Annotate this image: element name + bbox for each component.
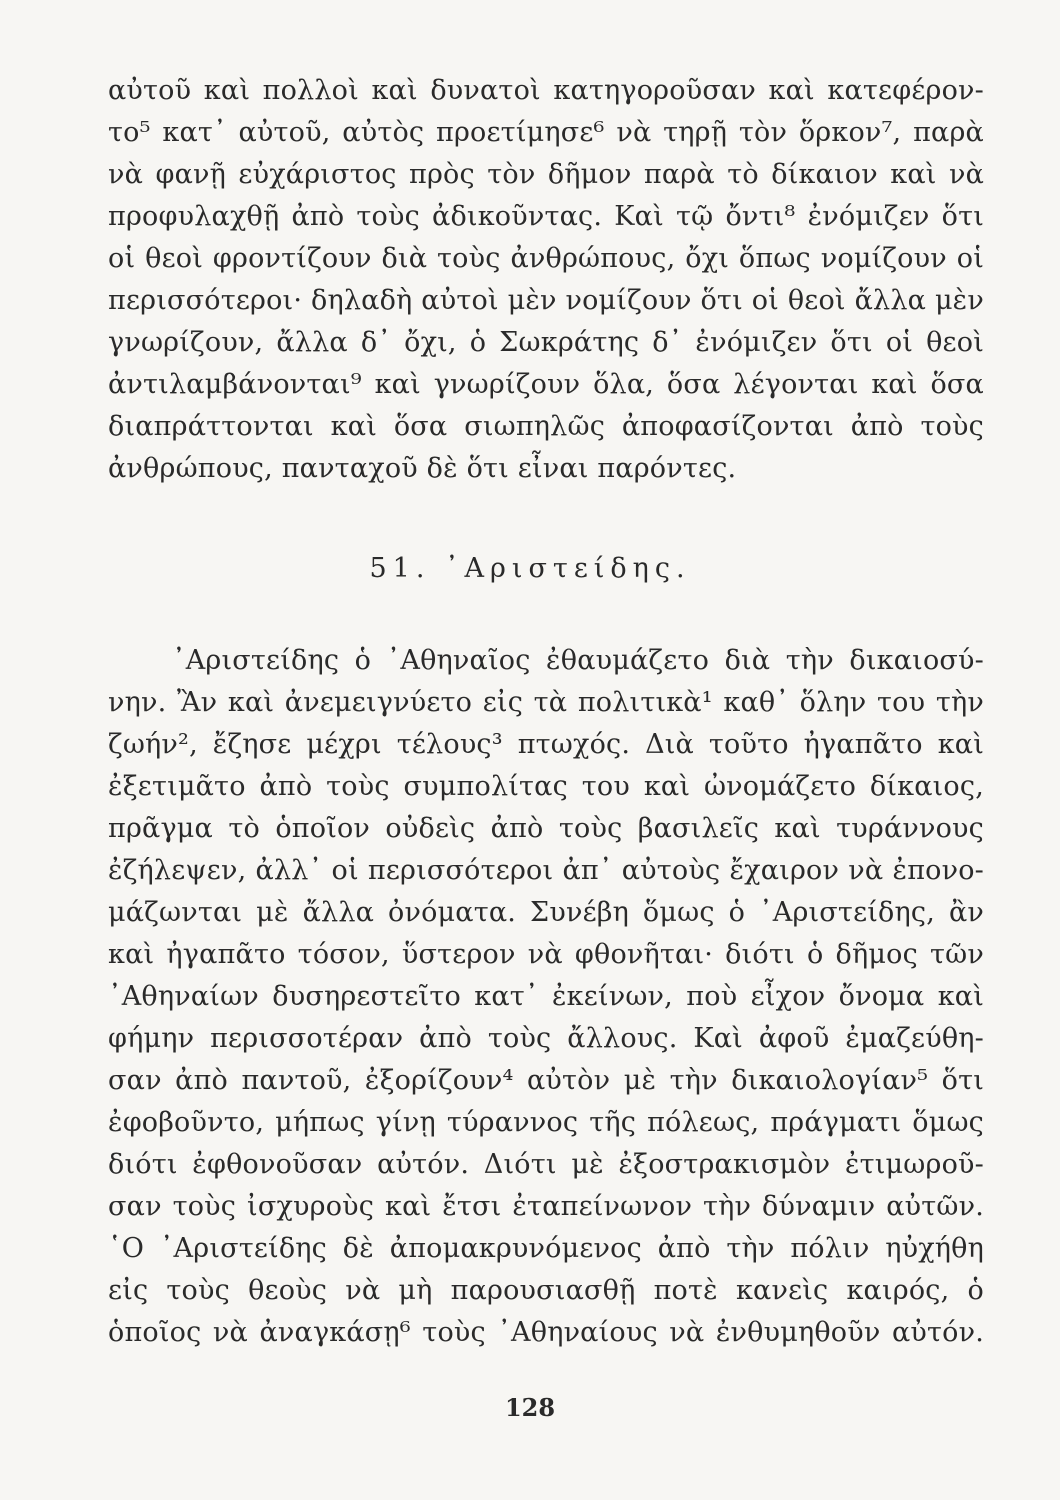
text-line: ᾿Αθηναίων δυσηρεστεῖτο κατ᾽ ἐκείνων, ποὺ εἶχον ὄνομα καὶ xyxy=(108,981,984,1012)
text-line: ῾Ο ᾿Αριστείδης δὲ ἀπομακρυνόμενος ἀπὸ τὴν πόλιν ηὐχήθη xyxy=(108,1233,984,1264)
text-line: αὐτοῦ καὶ πολλοὶ καὶ δυνατοὶ κατηγοροῦσαν καὶ κατεφέρον- xyxy=(108,75,984,106)
text-line: ὁποῖος νὰ ἀναγκάσῃ⁶ τοὺς ᾿Αθηναίους νὰ ἐνθυμηθοῦν αὐτόν. xyxy=(108,1317,984,1348)
text-line: μάζωνται μὲ ἄλλα ὀνόματα. Συνέβη ὅμως ὁ ᾿Αριστείδης, ἂν xyxy=(108,897,984,928)
text-line: ἐφοβοῦντο, μήπως γίνῃ τύραννος τῆς πόλεως, πράγματι ὅμως xyxy=(108,1107,984,1138)
text-line: καὶ ἠγαπᾶτο τόσον, ὕστερον νὰ φθονῆται· διότι ὁ δῆμος τῶν xyxy=(108,939,984,970)
section-heading: 51. ᾿Αριστείδης. xyxy=(369,553,691,584)
text-line: σαν ἀπὸ παντοῦ, ἐξορίζουν⁴ αὐτὸν μὲ τὴν δικαιολογίαν⁵ ὅτι xyxy=(108,1065,984,1096)
text-line: ζωήν², ἔζησε μέχρι τέλους³ πτωχός. Διὰ τοῦτο ἠγαπᾶτο καὶ xyxy=(108,729,984,760)
text-line: ἐξετιμᾶτο ἀπὸ τοὺς συμπολίτας του καὶ ὠνομάζετο δίκαιος, xyxy=(108,771,984,802)
text-line: εἰς τοὺς θεοὺς νὰ μὴ παρουσιασθῇ ποτὲ κανεὶς καιρός, ὁ xyxy=(108,1275,984,1306)
page-number: 128 xyxy=(504,1393,556,1422)
text-line: ἐζήλεψεν, ἀλλ᾽ οἱ περισσότεροι ἀπ᾽ αὐτοὺς ἔχαιρον νὰ ἐπονο- xyxy=(108,855,984,886)
continued-paragraph xyxy=(108,70,984,490)
text-line: ἀνθρώπους, πανταχοῦ δὲ ὅτι εἶναι παρόντες. xyxy=(108,453,737,484)
main-paragraph xyxy=(108,640,984,1354)
text-line: σαν τοὺς ἰσχυροὺς καὶ ἔτσι ἐταπείνωνον τὴν δύναμιν αὐτῶν. xyxy=(108,1191,984,1222)
text-line: προφυλαχθῇ ἀπὸ τοὺς ἀδικοῦντας. Καὶ τῷ ὄντι⁸ ἐνόμιζεν ὅτι xyxy=(108,201,984,232)
text-line: διαπράττονται καὶ ὅσα σιωπηλῶς ἀποφασίζονται ἀπὸ τοὺς xyxy=(108,411,984,442)
text-line: το⁵ κατ᾽ αὐτοῦ, αὐτὸς προετίμησε⁶ νὰ τηρῇ τὸν ὅρκον⁷, παρὰ xyxy=(108,117,984,148)
text-line: οἱ θεοὶ φροντίζουν διὰ τοὺς ἀνθρώπους, ὄχι ὅπως νομίζουν οἱ xyxy=(108,243,984,274)
text-line: φήμην περισσοτέραν ἀπὸ τοὺς ἄλλους. Καὶ ἀφοῦ ἐμαζεύθη- xyxy=(108,1023,984,1054)
text-line: γνωρίζουν, ἄλλα δ᾽ ὄχι, ὁ Σωκράτης δ᾽ ἐνόμιζεν ὅτι οἱ θεοὶ xyxy=(108,327,984,358)
text-line: διότι ἐφθονοῦσαν αὐτόν. Διότι μὲ ἐξοστρακισμὸν ἐτιμωροῦ- xyxy=(108,1149,984,1180)
text-line: νην. Ἂν καὶ ἀνεμειγνύετο εἰς τὰ πολιτικὰ¹ καθ᾽ ὅλην του τὴν xyxy=(108,687,984,718)
text-line: ἀντιλαμβάνονται⁹ καὶ γνωρίζουν ὅλα, ὅσα λέγονται καὶ ὅσα xyxy=(108,369,984,400)
text-line: περισσότεροι· δηλαδὴ αὐτοὶ μὲν νομίζουν ὅτι οἱ θεοὶ ἄλλα μὲν xyxy=(108,285,984,316)
text-line: πρᾶγμα τὸ ὁποῖον οὐδεὶς ἀπὸ τοὺς βασιλεῖς καὶ τυράννους xyxy=(108,813,984,844)
text-line: νὰ φανῇ εὐχάριστος πρὸς τὸν δῆμον παρὰ τὸ δίκαιον καὶ νὰ xyxy=(108,159,984,190)
text-line: ᾿Αριστείδης ὁ ᾿Αθηναῖος ἐθαυμάζετο διὰ τὴν δικαιοσύ- xyxy=(172,645,984,676)
